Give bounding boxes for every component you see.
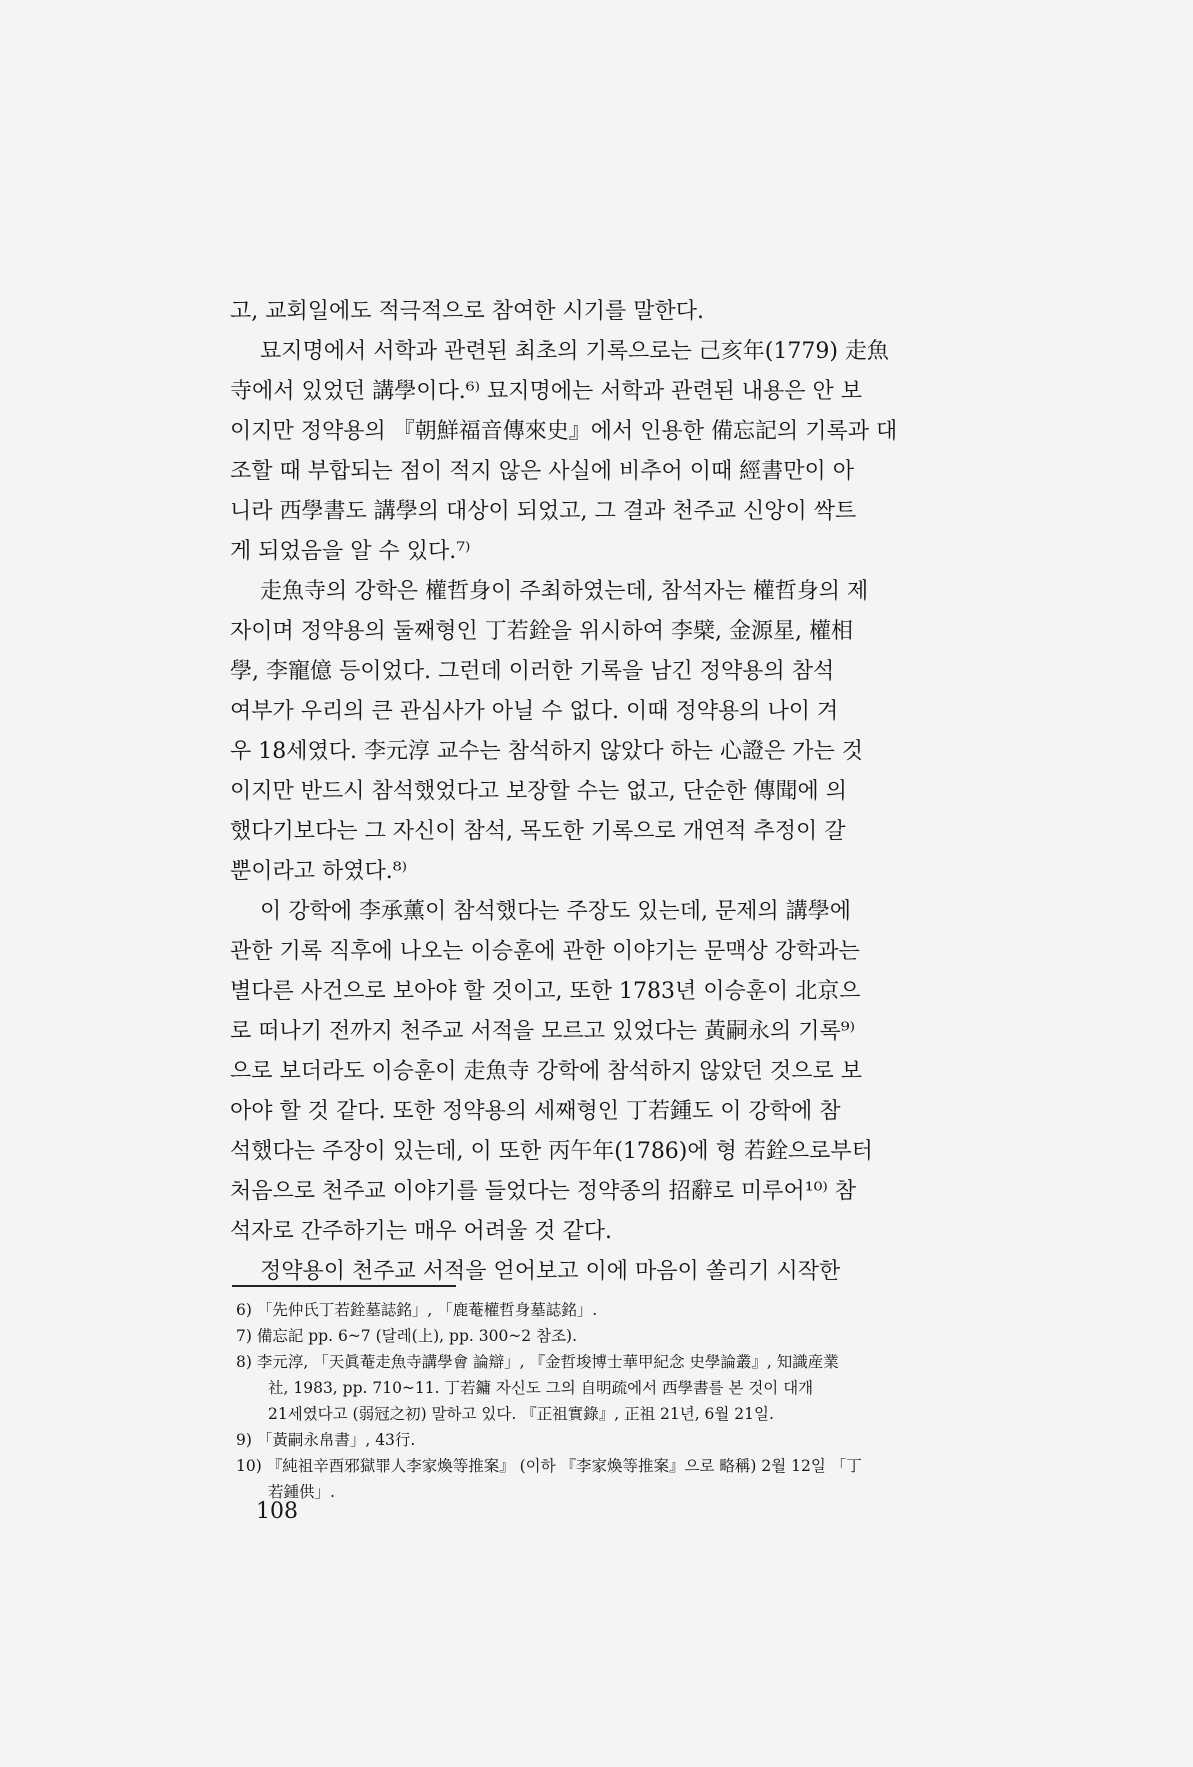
body-line: 뿐이라고 하였다.⁸⁾ xyxy=(230,859,407,884)
footnote: 8) 李元淳, 「天眞菴走魚寺講學會 論辯」, 『金哲埈博士華甲紀念 史學論叢』, 知識産業 xyxy=(236,1353,839,1371)
footnote: 7) 備忘記 pp. 6~7 (달레(上), pp. 300~2 참조). xyxy=(236,1327,578,1345)
body-line: 이 강학에 李承薰이 참석했다는 주장도 있는데, 문제의 講學에 xyxy=(260,899,851,924)
footnote-continuation: 若鍾供」. xyxy=(268,1483,335,1501)
body-line: 게 되었음을 알 수 있다.⁷⁾ xyxy=(230,539,471,564)
body-line: 했다기보다는 그 자신이 참석, 목도한 기록으로 개연적 추정이 갈 xyxy=(230,819,846,844)
footnote: 10) 『純祖辛酉邪獄罪人李家煥等推案』 (이하 『李家煥等推案』으로 略稱) 2월 12일 「丁 xyxy=(236,1457,862,1475)
body-line: 자이며 정약용의 둘째형인 丁若銓을 위시하여 李檗, 金源星, 權相 xyxy=(230,619,853,644)
body-line: 석했다는 주장이 있는데, 이 또한 丙午年(1786)에 형 若銓으로부터 xyxy=(230,1139,873,1164)
body-line: 묘지명에서 서학과 관련된 최초의 기록으로는 己亥年(1779) 走魚 xyxy=(260,339,889,364)
body-line: 석자로 간주하기는 매우 어려울 것 같다. xyxy=(230,1219,612,1244)
body-line: 관한 기록 직후에 나오는 이승훈에 관한 이야기는 문맥상 강학과는 xyxy=(230,939,860,964)
body-line: 아야 할 것 같다. 또한 정약용의 세째형인 丁若鍾도 이 강학에 참 xyxy=(230,1099,841,1124)
body-line: 寺에서 있었던 講學이다.⁶⁾ 묘지명에는 서학과 관련된 내용은 안 보 xyxy=(230,379,862,404)
page-number: 108 xyxy=(256,1499,298,1524)
body-line: 로 떠나기 전까지 천주교 서적을 모르고 있었다는 黃嗣永의 기록⁹⁾ xyxy=(230,1019,855,1044)
body-line: 고, 교회일에도 적극적으로 참여한 시기를 말한다. xyxy=(230,299,704,324)
body-line: 으로 보더라도 이승훈이 走魚寺 강학에 참석하지 않았던 것으로 보 xyxy=(230,1059,862,1084)
body-line: 이지만 정약용의 『朝鮮福音傳來史』에서 인용한 備忘記의 기록과 대 xyxy=(230,419,898,444)
body-line: 별다른 사건으로 보아야 할 것이고, 또한 1783년 이승훈이 北京으 xyxy=(230,979,861,1004)
body-line: 우 18세였다. 李元淳 교수는 참석하지 않았다 하는 心證은 가는 것 xyxy=(230,739,863,764)
body-line: 니라 西學書도 講學의 대상이 되었고, 그 결과 천주교 신앙이 싹트 xyxy=(230,499,857,524)
body-line: 學, 李寵億 등이었다. 그런데 이러한 기록을 남긴 정약용의 참석 xyxy=(230,659,835,684)
footnote-continuation: 社, 1983, pp. 710~11. 丁若鏞 자신도 그의 自明疏에서 西學書를 본 것이 대개 xyxy=(268,1379,814,1397)
body-line: 이지만 반드시 참석했었다고 보장할 수는 없고, 단순한 傳聞에 의 xyxy=(230,779,847,804)
body-line: 조할 때 부합되는 점이 적지 않은 사실에 비추어 이때 經書만이 아 xyxy=(230,459,854,484)
body-line: 정약용이 천주교 서적을 얻어보고 이에 마음이 쏠리기 시작한 xyxy=(260,1259,841,1284)
footnotes xyxy=(236,1297,1026,1505)
footnote: 6) 「先仲氏丁若銓墓誌銘」, 「鹿菴權哲身墓誌銘」. xyxy=(236,1301,598,1319)
body-line: 여부가 우리의 큰 관심사가 아닐 수 없다. 이때 정약용의 나이 겨 xyxy=(230,699,839,724)
footnote-divider xyxy=(232,1285,456,1287)
body-line: 走魚寺의 강학은 權哲身이 주최하였는데, 참석자는 權哲身의 제 xyxy=(260,579,869,604)
footnote-continuation: 21세였다고 (弱冠之初) 말하고 있다. 『正祖實錄』, 正祖 21년, 6월 21일. xyxy=(268,1405,774,1423)
footnote: 9) 「黃嗣永帛書」, 43行. xyxy=(236,1431,416,1449)
body-text xyxy=(230,292,1020,1292)
body-line: 처음으로 천주교 이야기를 들었다는 정약종의 招辭로 미루어¹⁰⁾ 참 xyxy=(230,1179,857,1204)
